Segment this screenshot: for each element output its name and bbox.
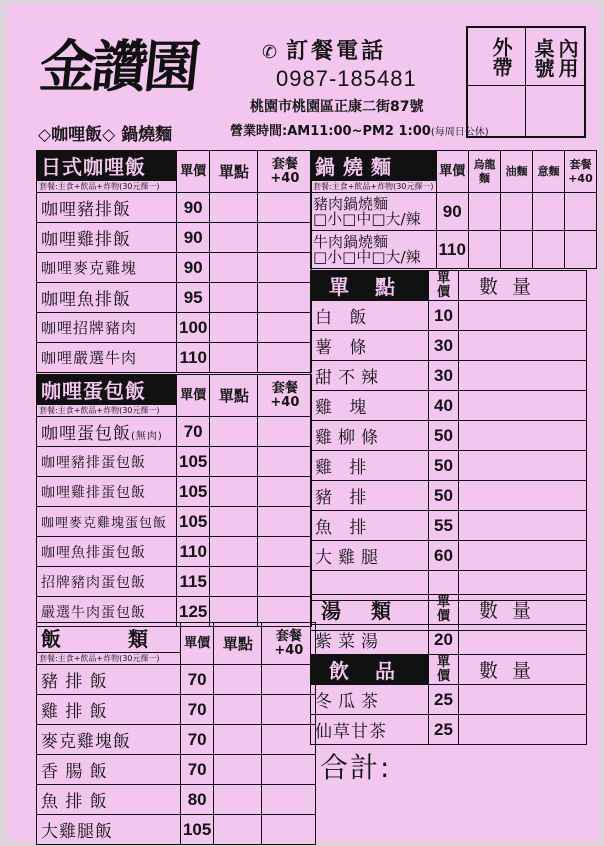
single-qty-cell[interactable] [214,785,262,815]
item-name: 咖哩蛋包飯(無肉) [37,417,177,447]
item-name: 薯 條 [311,331,429,361]
section-title: 日式咖哩飯 [37,151,177,181]
size-options[interactable]: □小□中□大/辣 [313,210,421,228]
item-name: 雞 塊 [311,391,429,421]
unit-price-header: 單價 [429,655,459,685]
item-price: 25 [429,715,459,745]
unit-price-header: 單價 [429,595,459,625]
noodle-table [310,150,597,269]
unit-price-header: 單價 [180,623,213,665]
single-qty-cell[interactable] [210,223,258,253]
single-qty-cell[interactable] [214,665,262,695]
combo-note: 套餐:主食+飲品+炸物(30元擇一) [37,405,177,417]
section-title: 飯 類 [37,623,181,653]
item-price: 110 [436,231,468,269]
single-header: 單點 [210,375,258,417]
menu-row [311,451,587,481]
unit-price-header: 單價 [436,151,468,193]
single-qty-cell[interactable] [210,313,258,343]
item-price: 50 [429,451,459,481]
item-price: 110 [177,537,210,567]
single-header: 單點 [210,151,258,193]
address: 桃園市桃園區正康二街87號 [250,99,424,115]
item-price: 100 [177,313,210,343]
section-title: 湯類 [311,595,429,625]
quantity-header: 數量 [459,595,587,625]
item-price: 110 [177,343,210,373]
item-name: 咖哩豬排飯 [37,193,177,223]
phone-label: ✆ 訂餐電話 [262,39,387,64]
item-price: 70 [180,695,213,725]
single-qty-cell[interactable] [214,755,262,785]
noodle-type-oil: 油麵 [500,151,532,193]
menu-row [37,477,312,507]
size-options[interactable]: □小□中□大/辣 [313,248,421,266]
combo-qty-cell[interactable] [262,725,316,755]
item-name: 嚴選牛肉蛋包飯 [37,597,177,627]
item-price: 80 [180,785,213,815]
combo-qty-cell[interactable] [258,283,312,313]
qty-cell[interactable] [532,231,564,269]
menu-row [311,511,587,541]
menu-row [37,785,316,815]
item-price: 105 [177,447,210,477]
combo-qty-cell[interactable] [258,417,312,447]
combo-qty-cell[interactable] [258,253,312,283]
item-name: 仙草甘茶 [311,715,429,745]
single-header: 單點 [214,623,262,665]
single-qty-cell[interactable] [214,725,262,755]
item-price: 95 [177,283,210,313]
item-price: 105 [177,477,210,507]
takeout-label: 外帶 [468,28,526,86]
phone-icon: ✆ [262,42,281,63]
item-name: 冬瓜茶 [311,685,429,715]
combo-qty-cell[interactable] [258,313,312,343]
section-title: 單點 [311,271,429,301]
quantity-cell[interactable] [459,361,587,391]
menu-row [37,253,312,283]
combo-qty-cell[interactable] [258,447,312,477]
quantity-cell[interactable] [459,685,587,715]
restaurant-logo: 金讚園 [36,34,200,100]
menu-row [311,193,597,231]
drinks-table [310,654,587,745]
item-name: 招牌豬肉蛋包飯 [37,567,177,597]
item-price: 40 [429,391,459,421]
combo-qty-cell[interactable] [262,785,316,815]
item-price: 60 [429,541,459,571]
item-price: 70 [180,755,213,785]
menu-row [37,283,312,313]
item-name: 咖哩招牌豬肉 [37,313,177,343]
section-title: 飲品 [311,655,429,685]
item-name: 咖哩嚴選牛肉 [37,343,177,373]
single-qty-cell[interactable] [210,447,258,477]
item-name: 魚 排 飯 [37,785,181,815]
item-price: 50 [429,481,459,511]
soup-table [310,594,587,655]
combo-qty-cell[interactable] [258,343,312,373]
item-name: 豬 排 [311,481,429,511]
combo-qty-cell[interactable] [258,477,312,507]
qty-cell[interactable] [500,231,532,269]
item-price: 30 [429,361,459,391]
qty-cell[interactable] [532,193,564,231]
menu-row [37,447,312,477]
qty-cell[interactable] [564,231,596,269]
item-name: 咖哩麥克雞塊蛋包飯 [37,507,177,537]
section-title: 咖哩蛋包飯 [37,375,177,405]
combo-qty-cell[interactable] [262,755,316,785]
menu-row [311,481,587,511]
item-name: 咖哩魚排蛋包飯 [37,537,177,567]
item-name: 豬肉鍋燒麵 □小□中□大/辣 [311,193,437,231]
menu-row [37,567,312,597]
quantity-cell[interactable] [459,391,587,421]
item-price: 90 [177,253,210,283]
item-name: 魚 排 [311,511,429,541]
phone-number: 0987-185481 [276,66,417,91]
single-qty-cell[interactable] [210,283,258,313]
total-label: 合計: [320,751,392,784]
menu-row [311,685,587,715]
quantity-cell[interactable] [459,421,587,451]
item-name: 牛肉鍋燒麵 □小□中□大/辣 [311,231,437,269]
menu-row [37,507,312,537]
quantity-cell[interactable] [459,451,587,481]
item-price: 90 [177,223,210,253]
combo-header: 套餐 +40 [258,375,312,417]
japanese-curry-table [36,150,312,373]
item-name: 紫菜湯 [311,625,429,655]
menu-row [37,695,316,725]
combo-qty-cell[interactable] [258,193,312,223]
menu-row [311,541,587,571]
item-name: 豬 排 飯 [37,665,181,695]
item-price: 125 [177,597,210,627]
single-qty-cell[interactable] [214,695,262,725]
menu-row [311,301,587,331]
single-qty-cell[interactable] [210,193,258,223]
item-name: 咖哩雞排飯 [37,223,177,253]
item-price: 10 [429,301,459,331]
combo-note: 套餐:主食+飲品+炸物(30元擇一) [37,181,177,193]
combo-header: 套餐 +40 [258,151,312,193]
item-name: 咖哩麥克雞塊 [37,253,177,283]
section-title: 鍋燒麵 [311,151,437,181]
menu-row [311,421,587,451]
single-items-table [310,270,587,631]
single-qty-cell[interactable] [210,477,258,507]
quantity-cell[interactable] [459,331,587,361]
item-price: 70 [177,417,210,447]
quantity-cell[interactable] [459,541,587,571]
unit-price-header: 單價 [429,271,459,301]
item-name: 白 飯 [311,301,429,331]
qty-cell[interactable] [468,231,500,269]
menu-row [37,417,312,447]
item-name: 香 腸 飯 [37,755,181,785]
menu-row [311,391,587,421]
combo-qty-cell[interactable] [262,695,316,725]
takeout-checkbox[interactable] [468,86,526,136]
item-price: 105 [180,815,213,845]
unit-price-header: 單價 [177,151,210,193]
menu-row [37,223,312,253]
single-qty-cell[interactable] [210,507,258,537]
item-name: 大雞腿飯 [37,815,181,845]
item-price: 70 [180,725,213,755]
item-name: 咖哩魚排飯 [37,283,177,313]
menu-row [311,625,587,655]
order-sheet [6,4,600,842]
combo-qty-cell[interactable] [262,665,316,695]
item-price: 115 [177,567,210,597]
dine-in-label: 內用 桌號 [526,28,584,86]
item-price: 105 [177,507,210,537]
single-qty-cell[interactable] [210,417,258,447]
item-price: 30 [429,331,459,361]
menu-row [37,193,312,223]
item-name: 咖哩豬排蛋包飯 [37,447,177,477]
menu-row [37,725,316,755]
noodle-type-udon: 烏龍麵 [468,151,500,193]
quantity-cell[interactable] [459,481,587,511]
menu-row [37,343,312,373]
item-name: 雞 排 [311,451,429,481]
menu-row [37,537,312,567]
item-name: 雞 排 飯 [37,695,181,725]
quantity-cell[interactable] [459,715,587,745]
single-qty-cell[interactable] [210,567,258,597]
table-number-field[interactable] [526,86,584,136]
noodle-type-yi: 意麵 [532,151,564,193]
quantity-cell[interactable] [459,625,587,655]
menu-row [37,815,316,845]
menu-row [311,715,587,745]
qty-cell[interactable] [468,193,500,231]
quantity-header: 數量 [459,655,587,685]
combo-header: 套餐 +40 [564,151,596,193]
item-price: 90 [177,193,210,223]
order-type-box [466,26,586,138]
quantity-cell[interactable] [459,301,587,331]
combo-qty-cell[interactable] [258,567,312,597]
single-qty-cell[interactable] [210,253,258,283]
item-price: 20 [429,625,459,655]
combo-header: 套餐 +40 [262,623,316,665]
combo-note: 套餐:主食+飲品+炸物(30元擇一) [37,653,181,665]
item-name: 大雞腿 [311,541,429,571]
menu-row [37,755,316,785]
item-name: 甜不辣 [311,361,429,391]
menu-row [37,313,312,343]
qty-cell[interactable] [500,193,532,231]
item-price: 55 [429,511,459,541]
item-price: 25 [429,685,459,715]
quantity-cell[interactable] [459,511,587,541]
combo-qty-cell[interactable] [258,223,312,253]
item-name: 咖哩雞排蛋包飯 [37,477,177,507]
single-qty-cell[interactable] [210,343,258,373]
qty-cell[interactable] [564,193,596,231]
item-price: 50 [429,421,459,451]
single-qty-cell[interactable] [210,537,258,567]
rice-table [36,622,316,845]
single-qty-cell[interactable] [214,815,262,845]
combo-note: 套餐:主食+飲品+炸物(30元擇一) [311,181,437,193]
menu-row [37,665,316,695]
combo-qty-cell[interactable] [258,507,312,537]
combo-qty-cell[interactable] [262,815,316,845]
unit-price-header: 單價 [177,375,210,417]
menu-row [311,361,587,391]
item-name: 麥克雞塊飯 [37,725,181,755]
item-price: 90 [436,193,468,231]
tagline: ◇咖哩飯◇ 鍋燒麵 [38,125,173,145]
business-hours: 營業時間:AM11:00~PM2 1:00(每周日公休) [230,124,489,139]
item-name: 雞柳條 [311,421,429,451]
menu-row [311,231,597,269]
combo-qty-cell[interactable] [258,537,312,567]
menu-row [311,331,587,361]
quantity-header: 數量 [459,271,587,301]
item-price: 70 [180,665,213,695]
curry-omelette-table [36,374,312,627]
